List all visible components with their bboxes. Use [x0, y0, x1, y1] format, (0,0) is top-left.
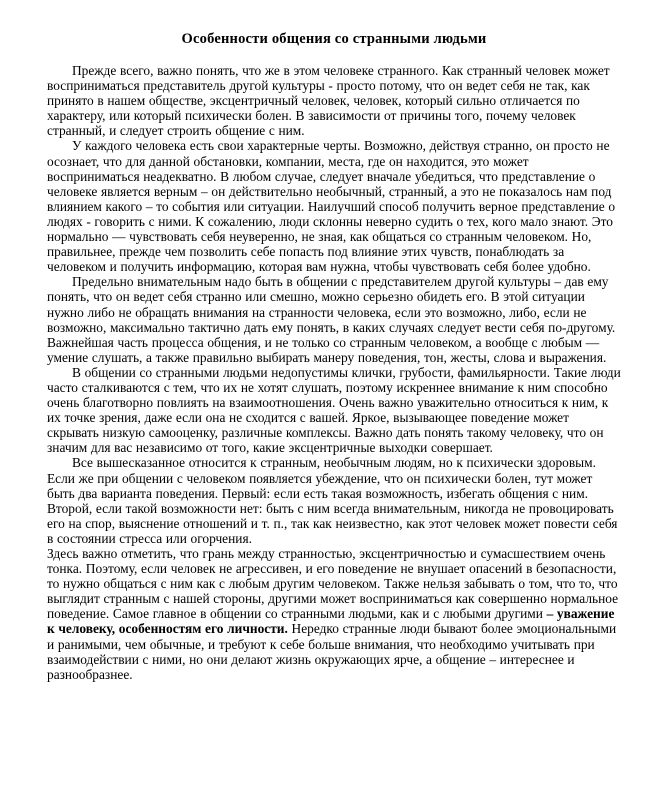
- text-run: В общении со странными людьми недопустимы клички, грубости, фамильярности. Такие люди часто сталкиваются с тем, что их не хотят слушать, поэтому искреннее внимание к ним способно очень благотворно повлиять на взаимоотношения. Очень важно уважительно относиться к ним, к их точке зрения, даже если она не сходится с вашей. Яркое, вызывающее поведение может скрывать низкую самооценку, различные комплексы. Важно дать понять такому человеку, что он значим для вас независимо от того, какие эксцентричные выходки совершает.: [47, 364, 621, 456]
- paragraph: [47, 365, 621, 456]
- paragraph: [47, 455, 621, 546]
- bold-text-run: – уважение к человеку, особенностям его личности.: [47, 606, 615, 637]
- text-run: Нередко странные люди бывают более эмоциональными и ранимыми, чем обычные, и требуют к себе больше внимания, что необходимо учитывать при взаимодействии с ними, но они делают жизнь окружающих ярче, а общение – интереснее и разнообразнее.: [47, 621, 617, 682]
- text-run: Прежде всего, важно понять, что же в этом человеке странного. Как странный человек может восприниматься представитель другой культуры - просто потому, что он ведет себя не так, как принято в нашем обществе, эксцентричный человек, человек, который сильно отличается по характеру, или который психически болен. В зависимости от причины того, почему человек странный, и следует строить общение с ним.: [47, 63, 610, 139]
- text-run: Все вышесказанное относится к странным, необычным людям, но к психически здоровым. Если же при общении с человеком появляется убеждение, что он психически болен, тут может быть два варианта поведения. Первый: если есть такая возможность, избегать общения с ним. Второй, если такой возможности нет: быть с ним всегда внимательным, никогда не провоцировать его на спор, выяснение отношений и т. п., так как неизвестно, как этот человек может повести себя в состоянии стресса или огорчения.: [47, 455, 618, 546]
- paragraph: [47, 274, 621, 365]
- text-run: Предельно внимательным надо быть в общении с представителем другой культуры – дав ему понять, что он ведет себя странно или смешно, можно серьезно обидеть его. В этой ситуации нужно либо не обращать внимания на странности человека, если это возможно, либо, если не возможно, максимально тактично дать ему понять, в каких случаях следует вести себя по-другому. Важнейшая часть процесса общения, и не только со странным человеком, а вообще с любым — умение слушать, а также правильно выбирать манеру поведения, тон, жесты, слова и выражения.: [47, 274, 616, 365]
- text-run: У каждого человека есть свои характерные черты. Возможно, действуя странно, он просто не осознает, что для данной обстановки, компании, места, где он находится, это может восприниматься неадекватно. В любом случае, следует вначале убедиться, что представление о человеке является верным – он действительно необычный, странный, а это не показалось нам под влиянием какого – то события или ситуации. Наилучший способ получить верное представление о людях - говорить с ними. К сожалению, люди склонны неверно судить о тех, кого мало знают. Это нормально — чувствовать себя неуверенно, не зная, как общаться со странным человеком. Но, правильнее, прежде чем позволить себе попасть под влияние этих чувств, понаблюдать за человеком и получить информацию, которая вам нужна, чтобы чувствовать себя более удобно.: [47, 138, 616, 275]
- text-run: Здесь важно отметить, что грань между странностью, эксцентричностью и сумасшествием очень тонка. Поэтому, если человек не агрессивен, и его поведение не внушает опасений в безопасности, то нужно общаться с ним как с любым другим человеком. Также нельзя забывать о том, что то, что выглядит странным с нашей стороны, другими может восприниматься как совершенно нормальное поведение. Самое главное в общении со странными людьми, как и с любыми другими: [47, 546, 619, 622]
- paragraph: [47, 546, 621, 682]
- document-body: [47, 63, 621, 682]
- paragraph: [47, 63, 621, 138]
- paragraph: [47, 138, 621, 274]
- document-title: Особенности общения со странными людьми: [181, 31, 487, 47]
